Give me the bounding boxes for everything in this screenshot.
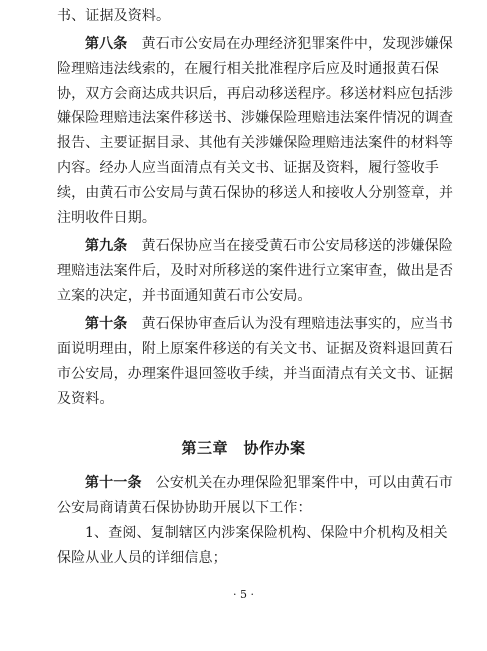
text-line: [57, 339, 454, 359]
text-line: [57, 6, 435, 26]
chapter-title: 第三章 协作办案: [181, 439, 306, 457]
line-text: 面说明理由，附上原案件移送的有关文书、证据及资料退回黄石: [57, 341, 454, 357]
article-label: 第九条: [85, 238, 128, 254]
line-text: 及资料。: [57, 391, 114, 407]
text-line: [57, 183, 454, 203]
line-text: 1、查阅、复制辖区内涉案保险机构、保险中介机构及相关: [85, 525, 448, 541]
text-line: [57, 84, 454, 104]
line-text: 报告、主要证据目录、其他有关涉嫌保险理赔违法案件的材料等: [57, 135, 454, 151]
line-text: 立案的决定，并书面通知黄石市公安局。: [57, 288, 312, 304]
article-11-heading-line: [57, 473, 453, 493]
text-line: [57, 108, 454, 128]
text-line: [57, 364, 454, 384]
text-line: [57, 208, 435, 228]
text-line: [57, 261, 454, 281]
article-10-heading-line: [57, 314, 453, 334]
text-line: [57, 158, 440, 178]
article-9-heading-line: [57, 236, 453, 256]
line-text: 续，由黄石市公安局与黄石保协的移送人和接收人分别签章，并: [57, 185, 454, 201]
text-line: [57, 133, 454, 153]
line-text: 黄石保协应当在接受黄石市公安局移送的涉嫌保险: [141, 238, 453, 254]
line-text: 注明收件日期。: [57, 210, 157, 226]
line-text: 险理赔违法线索的，在履行相关批准程序后应及时通报黄石保: [57, 61, 440, 77]
line-text: 公安局商请黄石保协协助开展以下工作：: [57, 500, 312, 516]
article-8-heading-line: [57, 34, 453, 54]
line-text: 书、证据及资料。: [57, 8, 171, 24]
line-text: 黄石保协审查后认为没有理赔违法事实的，应当书: [141, 316, 453, 332]
line-text: 内容。经办人应当面清点有关文书、证据及资料，履行签收手: [57, 160, 440, 176]
text-line: [57, 59, 440, 79]
text-line: [57, 498, 435, 518]
line-text: 嫌保险理赔违法案件移送书、涉嫌保险理赔违法案件情况的调查: [57, 110, 454, 126]
text-line: [57, 389, 435, 409]
line-text: 协，双方会商达成共识后，再启动移送程序。移送材料应包括涉: [57, 86, 454, 102]
line-text: 公安机关在办理保险犯罪案件中，可以由黄石市: [155, 475, 453, 491]
text-line: [57, 548, 435, 568]
line-text: 保险从业人员的详细信息；: [57, 550, 227, 566]
line-text: 市公安局，办理案件退回签收手续，并当面清点有关文书、证据: [57, 366, 454, 382]
list-item-line: [57, 523, 448, 543]
page-number: · 5 ·: [233, 588, 254, 601]
article-label: 第八条: [85, 36, 128, 52]
line-text: 理赔违法案件后，及时对所移送的案件进行立案审查，做出是否: [57, 263, 454, 279]
article-label: 第十一条: [85, 475, 142, 491]
text-line: [57, 286, 435, 306]
line-text: 黄石市公安局在办理经济犯罪案件中，发现涉嫌保: [141, 36, 453, 52]
article-label: 第十条: [85, 316, 128, 332]
